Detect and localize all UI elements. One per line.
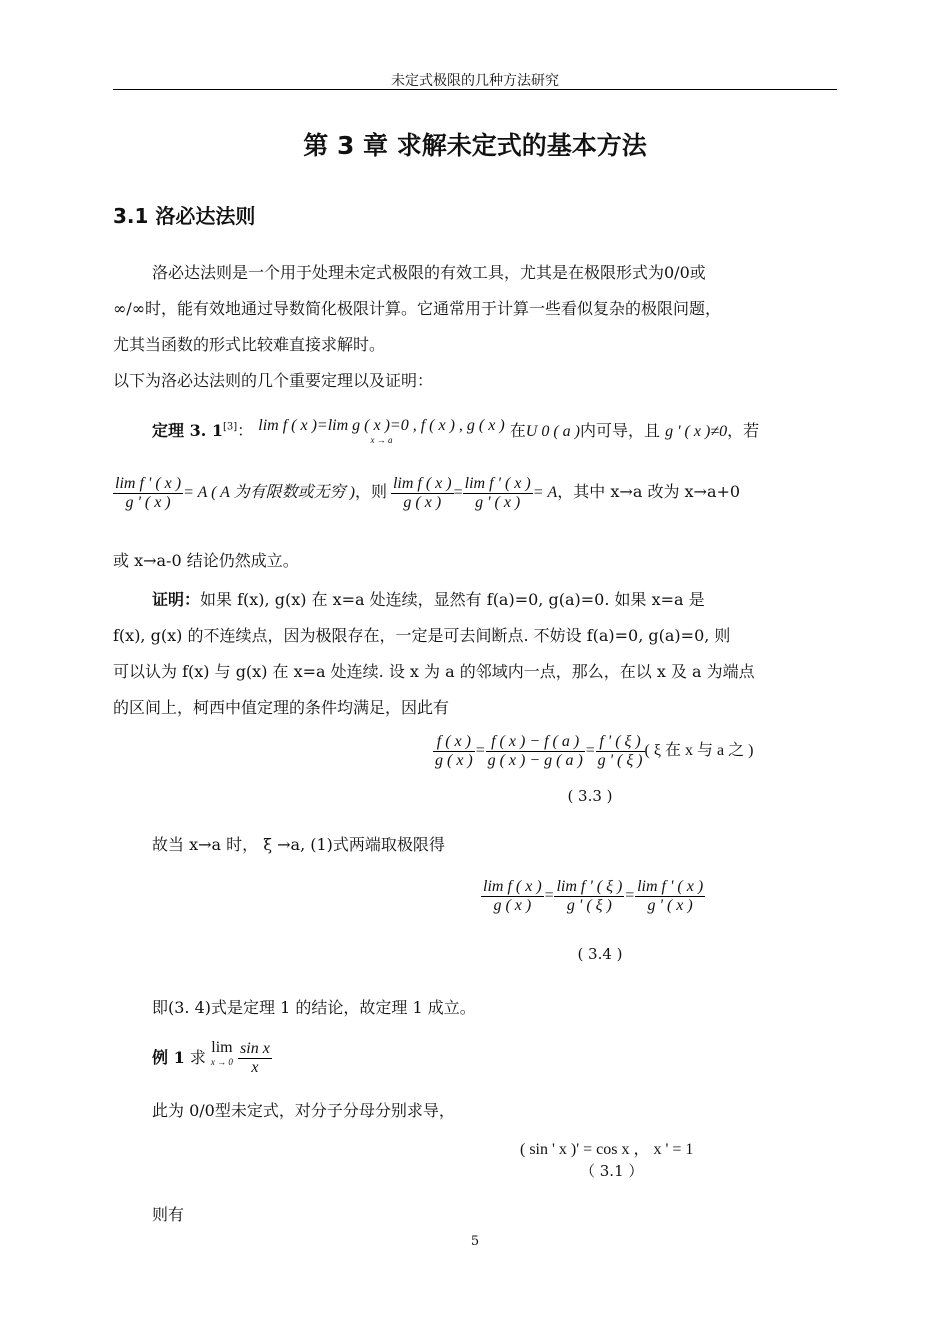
eq33-note: ( ξ 在 x 与 a 之 ) (644, 742, 754, 760)
equation-3-3: $\frac{f ( x )}{g ( x )}$ = $\frac{f ( x ) - f ( a )}{g ( x ) - g ( a )}$ = $\frac{f ' ( \xi )}{g ' ( \xi )}$ ( ξ 在 x 与 a 之 ) (435, 733, 754, 769)
citation-ref: [3] (222, 421, 238, 433)
eq33-fraction-1: $\frac{f ( x )}{g ( x )}$ (435, 733, 473, 769)
limit-ratio: $\frac{\text{lim f ' ( x )}}{g ' ( x )}$ (115, 475, 182, 511)
chapter-title: 第 3 章 求解未定式的基本方法 (303, 131, 647, 160)
limit-equals-A: = A ( A 为有限数或无穷 ) (183, 484, 355, 502)
eq34-fraction-3: $\frac{\text{lim f ' ( x )}}{g ' ( x )}$ (637, 878, 704, 914)
header-rule (113, 89, 837, 90)
theorem-colon: ： (237, 421, 254, 440)
theorem-tail: ，其中 x→a 改为 x→a+0 (557, 482, 741, 502)
equation-number-3-4: ( 3.4 ) (577, 945, 623, 963)
proof-line-3: 可以认为 f(x) 与 g(x) 在 x=a 处连续. 设 x 为 a 的邻域内一点，那么，在以 x 及 a 为端点 (113, 662, 755, 681)
example-qiu: 求 (189, 1048, 206, 1067)
theorem-line-3: 或 x→a-0 结论仍然成立。 (113, 551, 299, 570)
proof-label: 证明： (152, 590, 201, 609)
conclusion-text: 即(3. 4)式是定理 1 的结论，故定理 1 成立。 (152, 998, 476, 1017)
theorem-line-2: $\frac{\text{lim f ' ( x )}}{g ' ( x )}$ = A ( A 为有限数或无穷 )，则 $\frac{\text{lim f ( x )}}{g ( x )}$ = $\frac{\text{lim f ' ( x )}}{g ' ( x )}$ = A，其中 x→a 改为 x→a+0 (115, 475, 741, 511)
eq34-fraction-2: $\frac{\text{lim f ' ( ξ )}}{g ' ( \xi )}$ (556, 878, 623, 914)
intro-line-3: 尤其当函数的形式比较难直接求解时。 (113, 335, 386, 354)
equation-number-3-1: （ 3.1 ） (580, 1162, 644, 1180)
intro-paragraph (113, 255, 837, 399)
intro-line-2: ∞/∞时，能有效地通过导数简化极限计算。它通常用于计算一些看似复杂的极限问题， (113, 299, 722, 318)
equation-number-3-3: ( 3.3 ) (567, 787, 613, 805)
derivative-equation: ( sin ' x )' = cos x ， x ' = 1 (520, 1141, 694, 1158)
theorem-ze: ，则 (354, 482, 387, 502)
example-fraction: $\frac{\text{sin x}}{x}$ (240, 1040, 270, 1076)
theorem-line-1 (152, 418, 759, 446)
lhs-fraction: $\frac{\text{lim f ( x )}}{g ( x )}$ (392, 475, 452, 511)
example-text: 此为 0/0型未定式，对分子分母分别求导， (152, 1101, 455, 1120)
running-header: 未定式极限的几种方法研究 (391, 73, 559, 89)
intro-line-4: 以下为洛必达法则的几个重要定理以及证明： (113, 371, 434, 390)
page-number: 5 (470, 1234, 480, 1249)
proof-line-4: 的区间上，柯西中值定理的条件均满足，因此有 (113, 698, 450, 717)
eq33-fraction-2: $\frac{f ( x ) - f ( a )}{g ( x ) - g ( a )}$ (487, 733, 583, 769)
proof-line-2: f(x), g(x) 的不连续点，因为极限存在，一定是可去间断点. 不妨设 f(a)=0, g(a)=0, 则 (113, 626, 731, 645)
eq33-fraction-3: $\frac{f ' ( \xi )}{g ' ( \xi )}$ (597, 733, 643, 769)
theorem-in: 在 (509, 421, 526, 440)
proof-paragraph (113, 582, 837, 726)
theorem-ruo: ，若 (727, 421, 760, 440)
intro-line-1: 洛必达法则是一个用于处理未定式极限的有效工具，尤其是在极限形式为0/0或 (152, 263, 706, 282)
section-title: 3.1 洛必达法则 (113, 204, 256, 228)
example-limit: lim x → 0 (210, 1039, 233, 1067)
mid-fraction: $\frac{\text{lim f ' ( x )}}{g ' ( x )}$ (464, 475, 531, 511)
equals-A: = A (532, 484, 558, 502)
theorem-label: 定理 3. 1 (152, 421, 223, 440)
example-label: 例 1 (152, 1048, 185, 1067)
theorem-condition: lim f ( x )=lim g ( x )=0 , f ( x ) , g ( x ) x → a (258, 417, 505, 445)
equation-3-4: $\frac{\text{lim f ( x )}}{g ( x )}$ = $\frac{\text{lim f ' ( ξ )}}{g ' ( \xi )}$ = $\frac{\text{lim f ' ( x )}}{g ' ( x )}$ (483, 878, 704, 914)
eq34-fraction-1: $\frac{\text{lim f ( x )}}{g ( x )}$ (483, 878, 542, 914)
theorem-diff: 内可导，且 (580, 421, 661, 440)
proof-line-1: 如果 f(x), g(x) 在 x=a 处连续，显然有 f(a)=0, g(a)=0. 如果 x=a 是 (200, 590, 705, 609)
gprime-condition: g ' ( x )≠0 (665, 423, 728, 440)
example-line (152, 1040, 272, 1077)
after-eq33-text: 故当 x→a 时， ξ →a, (1)式两端取极限得 (152, 835, 445, 854)
then-text: 则有 (152, 1205, 185, 1224)
neighborhood: U 0 ( a ) (525, 423, 580, 440)
